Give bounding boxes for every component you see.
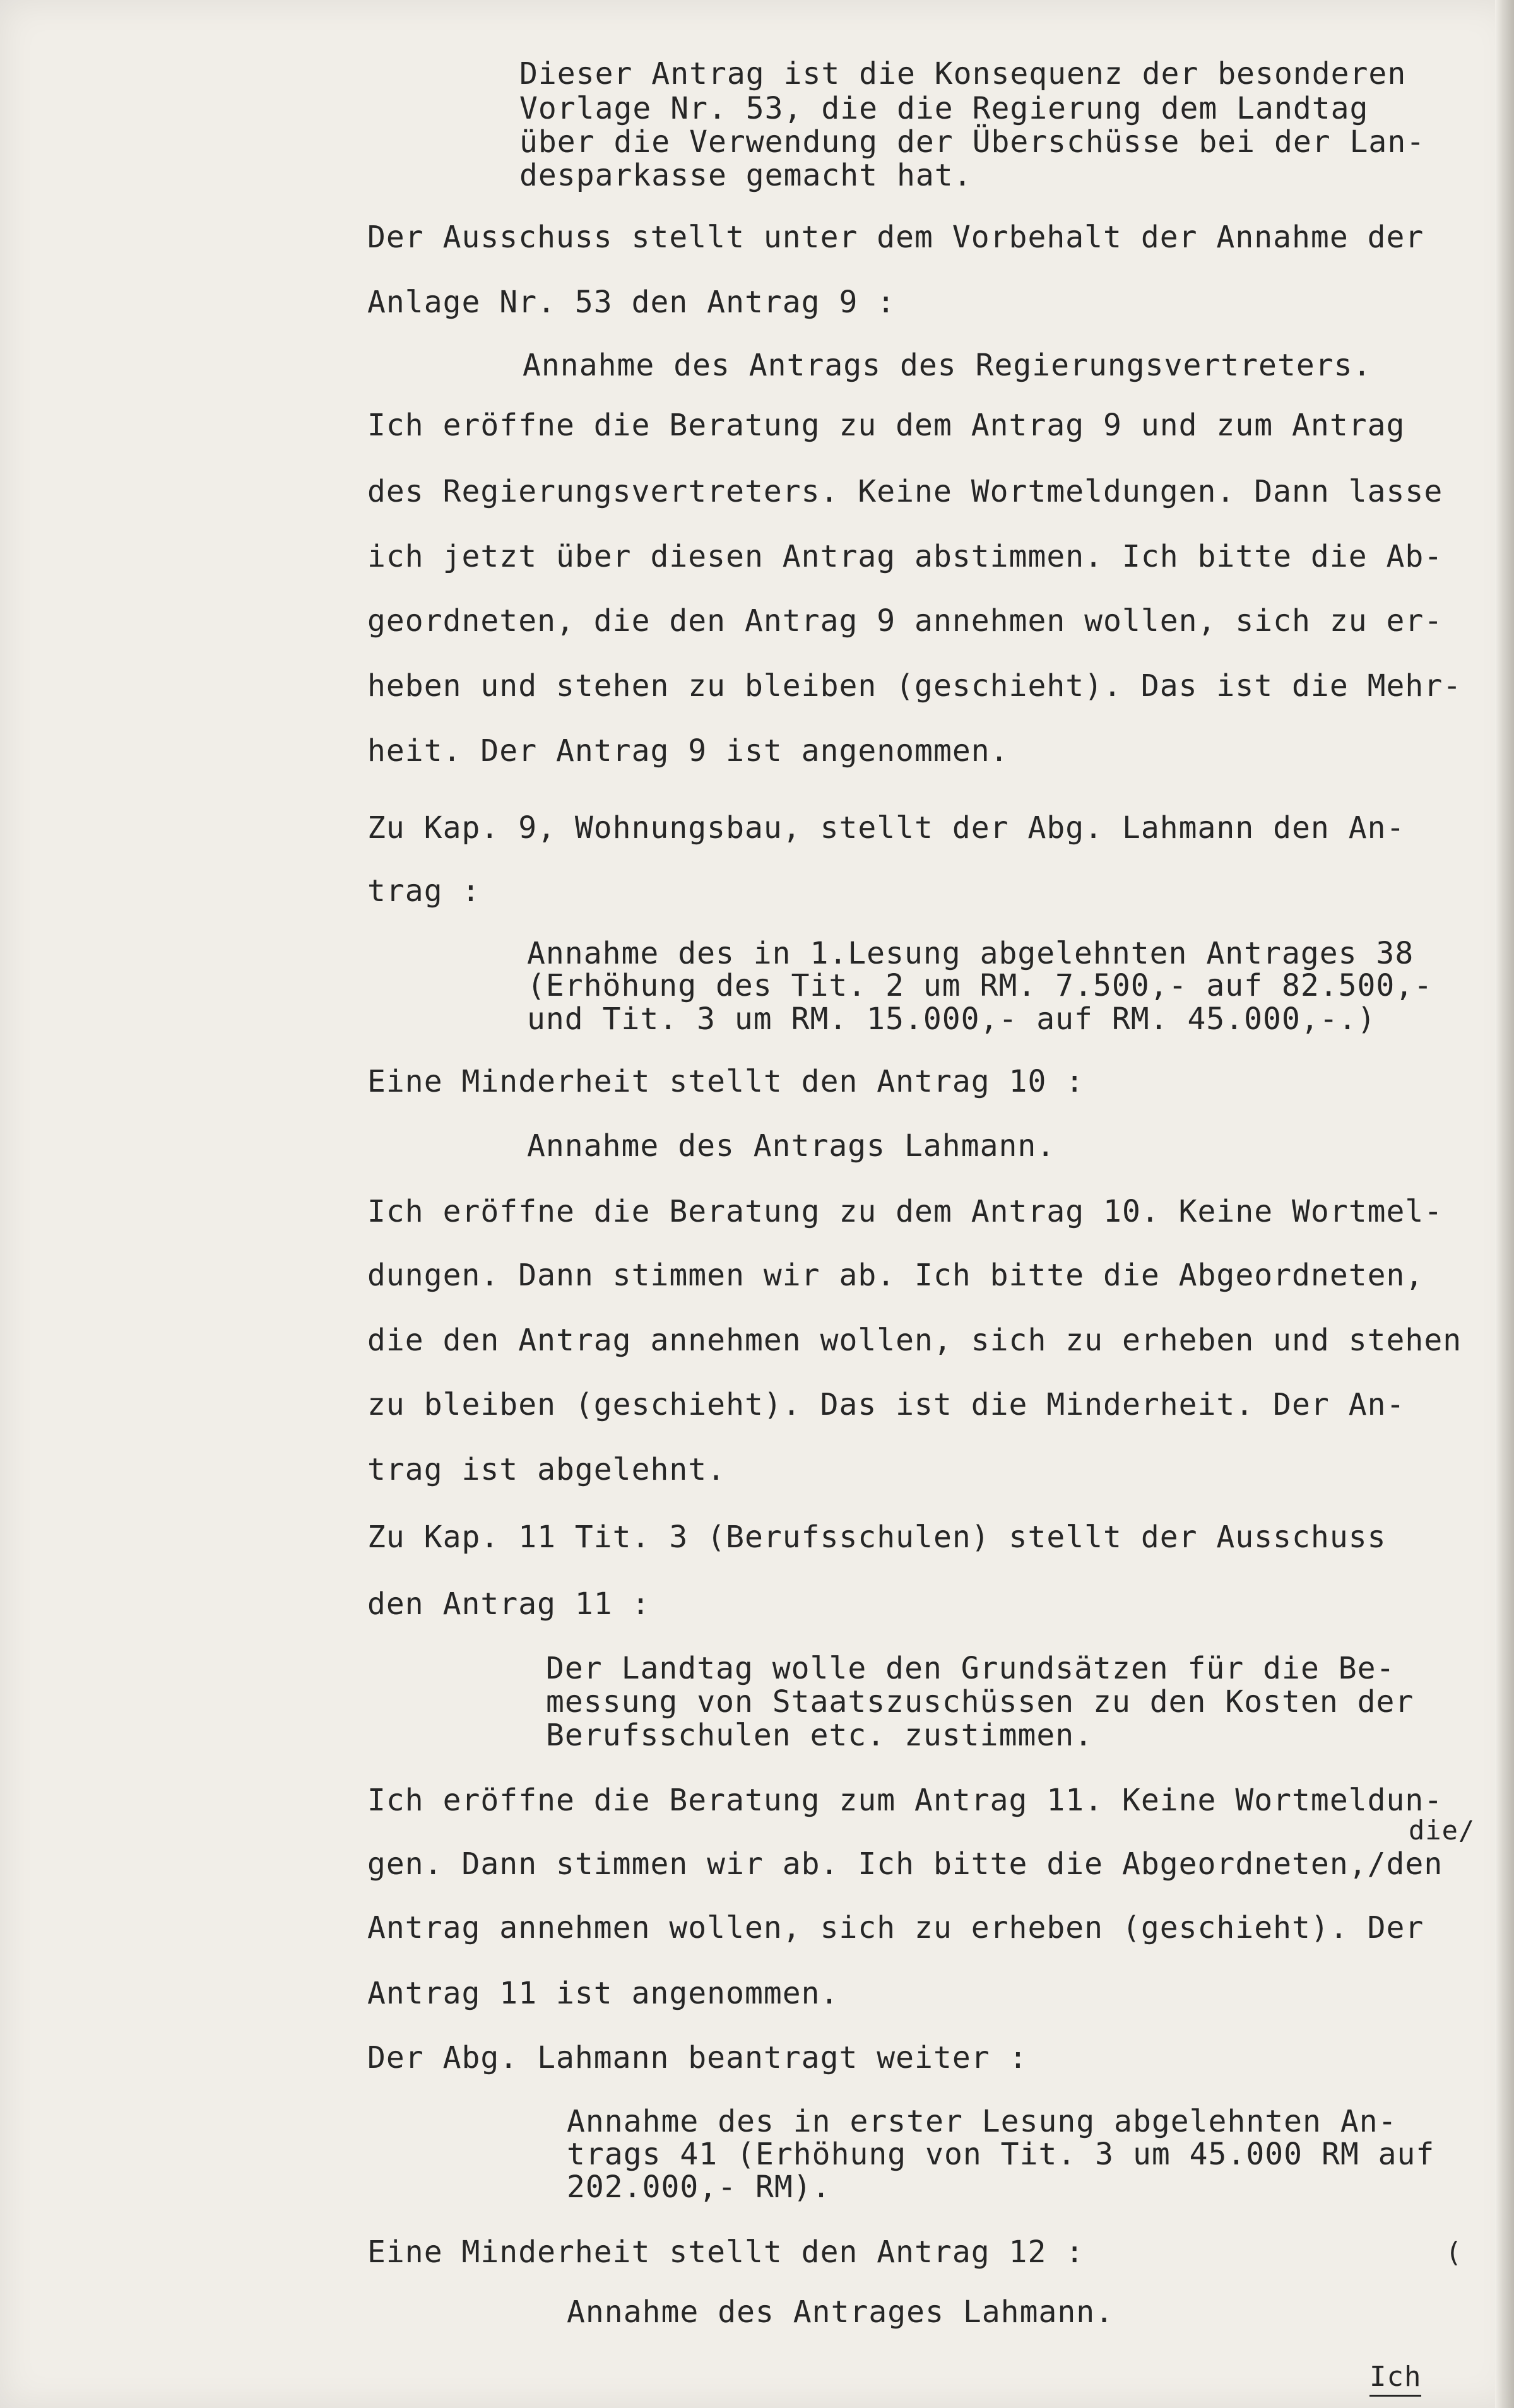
text-line: Vorlage Nr. 53, die die Regierung dem Landtag (519, 91, 1369, 126)
text-line: Der Ausschuss stellt unter dem Vorbehalt der Annahme der (367, 220, 1424, 255)
text-line: Annahme des Antrages Lahmann. (567, 2294, 1115, 2330)
text-line: gen. Dann stimmen wir ab. Ich bitte die Abgeordneten,/den (367, 1846, 1443, 1882)
text-line: heit. Der Antrag 9 ist angenommen. (367, 733, 1009, 769)
text-line: des Regierungsvertreters. Keine Wortmeldungen. Dann lasse (367, 474, 1443, 509)
text-line: Der Abg. Lahmann beantragt weiter : (367, 2040, 1028, 2075)
text-line: Der Landtag wolle den Grundsätzen für die Be- (546, 1651, 1395, 1686)
text-line: Ich eröffne die Beratung zu dem Antrag 9 und zum Antrag (367, 408, 1405, 443)
text-line: trags 41 (Erhöhung von Tit. 3 um 45.000 RM auf (567, 2137, 1435, 2172)
text-line: Eine Minderheit stellt den Antrag 12 : (367, 2234, 1085, 2270)
text-line: trag : (367, 873, 481, 909)
text-line: ich jetzt über diesen Antrag abstimmen. Ich bitte die Ab- (367, 539, 1443, 574)
text-line: Zu Kap. 11 Tit. 3 (Berufsschulen) stellt der Ausschuss (367, 1520, 1387, 1555)
text-line: Ich eröffne die Beratung zu dem Antrag 10. Keine Wortmel- (367, 1194, 1443, 1229)
text-line: desparkasse gemacht hat. (519, 158, 973, 193)
text-line: Dieser Antrag ist die Konsequenz der besonderen (519, 56, 1407, 91)
text-line: (Erhöhung des Tit. 2 um RM. 7.500,- auf 82.500,- (527, 968, 1433, 1003)
text-line: Annahme des in 1.Lesung abgelehnten Antrages 38 (527, 936, 1414, 971)
text-line: die den Antrag annehmen wollen, sich zu erheben und stehen (367, 1323, 1462, 1358)
text-line: messung von Staatszuschüssen zu den Kosten der (546, 1684, 1414, 1720)
text-line: Ich eröffne die Beratung zum Antrag 11. Keine Wortmeldun- (367, 1783, 1443, 1818)
text-line: über die Verwendung der Überschüsse bei der Lan- (519, 124, 1426, 160)
text-line: Anlage Nr. 53 den Antrag 9 : (367, 285, 896, 320)
text-line: Berufsschulen etc. zustimmen. (546, 1718, 1094, 1753)
text-line: und Tit. 3 um RM. 15.000,- auf RM. 45.000,-.) (527, 1001, 1376, 1037)
text-line: Zu Kap. 9, Wohnungsbau, stellt der Abg. Lahmann den An- (367, 810, 1405, 846)
page-edge-shadow (1495, 0, 1514, 2408)
text-line: zu bleiben (geschieht). Das ist die Minderheit. Der An- (367, 1387, 1405, 1422)
text-line: Antrag annehmen wollen, sich zu erheben (geschieht). Der (367, 1910, 1424, 1945)
next-page-catchword: Ich (1369, 2363, 1421, 2397)
text-line: geordneten, die den Antrag 9 annehmen wollen, sich zu er- (367, 603, 1443, 639)
text-line: Annahme des Antrags des Regierungsvertreters. (523, 348, 1372, 383)
text-line: 202.000,- RM). (567, 2169, 831, 2205)
text-line: den Antrag 11 : (367, 1586, 651, 1622)
text-line: heben und stehen zu bleiben (geschieht). Das ist die Mehr- (367, 668, 1462, 704)
text-line: Eine Minderheit stellt den Antrag 10 : (367, 1064, 1085, 1099)
text-line: trag ist abgelehnt. (367, 1452, 726, 1487)
text-line: Annahme des Antrags Lahmann. (527, 1128, 1056, 1164)
margin-mark: ( (1445, 2236, 1463, 2269)
text-line: Antrag 11 ist angenommen. (367, 1976, 839, 2011)
text-line: Annahme des in erster Lesung abgelehnten An- (567, 2104, 1397, 2139)
text-line: dungen. Dann stimmen wir ab. Ich bitte die Abgeordneten, (367, 1258, 1424, 1293)
handwritten-insertion: die/ (1409, 1815, 1476, 1846)
